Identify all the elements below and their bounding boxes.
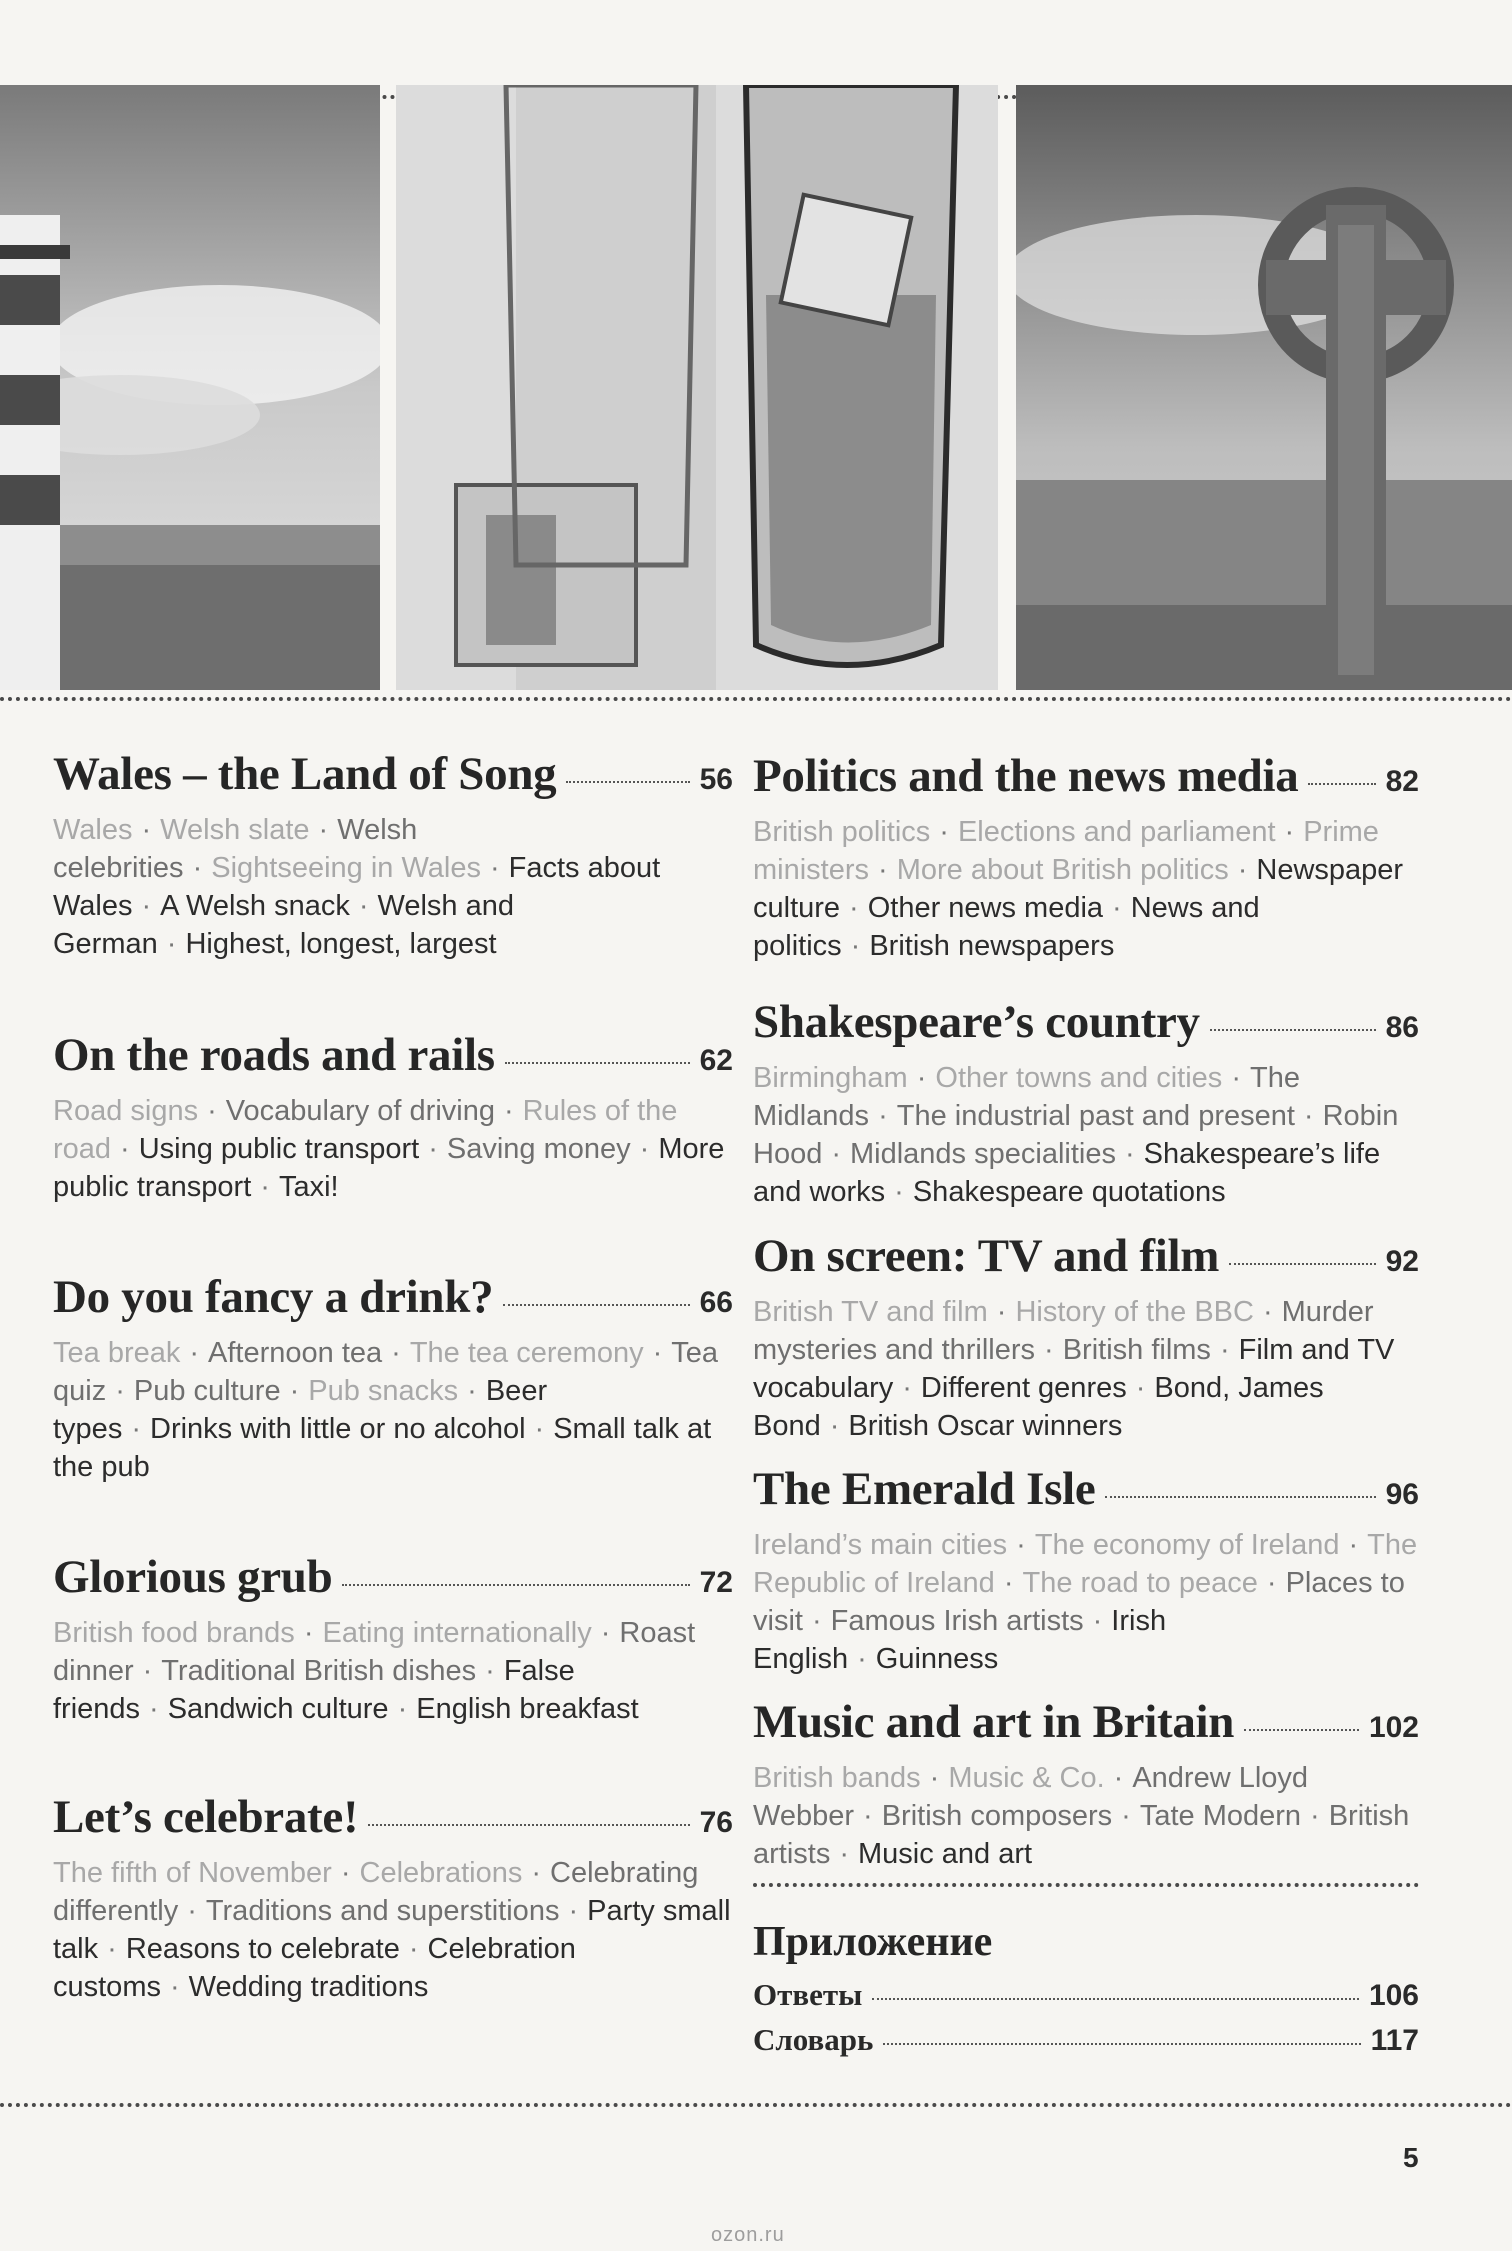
topic-separator: · [169, 1971, 180, 2003]
topic-item: Newspaper culture [753, 854, 1404, 924]
topic-item: More public transport [53, 1133, 725, 1203]
topic-item: Different genres [920, 1372, 1127, 1404]
section-title: The Emerald Isle [753, 1463, 1096, 1515]
page-number-ref: 72 [699, 1566, 733, 1599]
section-title: On the roads and rails [53, 1029, 495, 1081]
topic-separator: · [485, 1655, 495, 1687]
topic-item: The road to peace [1022, 1567, 1258, 1599]
topic-item: Other towns and cities [935, 1062, 1223, 1094]
topic-separator: · [1121, 1800, 1131, 1832]
topic-item: Sightseeing in Wales [211, 852, 481, 884]
topic-item: British Oscar winners [848, 1410, 1123, 1442]
topic-item: The fifth of November [53, 1857, 332, 1889]
topic-separator: · [189, 1337, 200, 1369]
topic-item: Vocabulary of driving [225, 1095, 495, 1127]
topic-item: Using public transport [138, 1133, 420, 1165]
topic-item: English breakfast [416, 1693, 639, 1725]
topic-item: Famous Irish artists [830, 1605, 1084, 1637]
appendix-item-label: Ответы [753, 1977, 863, 2012]
topic-item: Ireland’s main cities [753, 1529, 1008, 1561]
topic-item: Other news media [867, 892, 1104, 924]
page-number-ref: 76 [699, 1806, 733, 1839]
topic-item: Drinks with little or no alcohol [150, 1413, 526, 1445]
dot-leader [883, 2043, 1360, 2045]
topic-item: Midlands specialities [850, 1138, 1116, 1170]
dot-leader [1229, 1263, 1376, 1265]
topic-item: Music and art [858, 1838, 1033, 1870]
topic-item: The tea ceremony [409, 1337, 644, 1369]
topic-separator: · [115, 1375, 125, 1407]
topic-item: Film and TV vocabulary [753, 1334, 1395, 1404]
section-title: Music and art in Britain [753, 1696, 1235, 1748]
toc-section-drink [53, 1270, 733, 1486]
topic-item: Welsh and German [53, 890, 515, 960]
topic-item: Tea break [53, 1337, 181, 1369]
topic-item: Welsh celebrities [53, 814, 418, 884]
watermark: ozon.ru [711, 2224, 785, 2246]
topic-item: Sandwich culture [167, 1693, 389, 1725]
toc-section-wales [53, 747, 733, 963]
appendix-dotted-rule [753, 1883, 1419, 1887]
topic-separator: · [141, 814, 152, 846]
topic-separator: · [192, 852, 203, 884]
topic-item: Welsh slate [160, 814, 310, 846]
topic-item: British newspapers [869, 930, 1115, 962]
section-title: Politics and the news media [753, 750, 1299, 802]
topic-separator: · [489, 852, 500, 884]
topic-separator: · [467, 1375, 477, 1407]
topic-item: British food brands [53, 1617, 295, 1649]
topic-item: False friends [53, 1655, 575, 1725]
topic-separator: · [149, 1693, 159, 1725]
dot-leader [1308, 783, 1375, 785]
toc-section-grub [53, 1550, 733, 1728]
topic-separator: · [358, 890, 369, 922]
topic-separator: · [1310, 1800, 1320, 1832]
toc-section-roads [53, 1028, 733, 1206]
topic-item: The industrial past and present [896, 1100, 1295, 1132]
lighthouse-photo [0, 85, 380, 690]
dot-leader [1105, 1496, 1375, 1498]
topic-separator: · [996, 1296, 1007, 1328]
topic-item: Facts about Wales [53, 852, 661, 922]
dot-leader [1210, 1029, 1376, 1031]
topic-item: Tate Modern [1139, 1800, 1302, 1832]
topic-separator: · [939, 816, 949, 848]
topic-separator: · [1016, 1529, 1026, 1561]
topic-separator: · [831, 1138, 841, 1170]
topic-item: Celebrations [359, 1857, 523, 1889]
topic-item: The Midlands [753, 1062, 1300, 1132]
topic-separator: · [260, 1171, 270, 1203]
page-number-ref: 86 [1385, 1011, 1419, 1044]
section-title: On screen: TV and film [753, 1230, 1220, 1282]
topic-separator: · [408, 1933, 419, 1965]
topic-item: Shakespeare’s life and works [753, 1138, 1381, 1208]
topic-item: News and politics [753, 892, 1260, 962]
page-number-ref: 82 [1385, 765, 1419, 798]
topic-separator: · [391, 1337, 401, 1369]
topic-item: Shakespeare quotations [912, 1176, 1226, 1208]
topic-list [753, 1526, 1419, 1678]
topic-separator: · [1262, 1296, 1273, 1328]
topic-item: Places to visit [753, 1567, 1405, 1637]
topic-item: Bond, James Bond [753, 1372, 1324, 1442]
topic-item: Beer types [53, 1375, 548, 1445]
topic-separator: · [107, 1933, 117, 1965]
topic-separator: · [839, 1838, 850, 1870]
topic-list [53, 1092, 733, 1206]
topic-item: British bands [753, 1762, 921, 1794]
topic-separator: · [811, 1605, 822, 1637]
topic-item: Pub culture [133, 1375, 281, 1407]
topic-item: Tea quiz [53, 1337, 719, 1407]
topic-separator: · [1113, 1762, 1124, 1794]
topic-separator: · [340, 1857, 351, 1889]
topic-separator: · [318, 814, 329, 846]
page-number-ref: 92 [1385, 1245, 1419, 1278]
topic-separator: · [878, 854, 888, 886]
topic-separator: · [534, 1413, 545, 1445]
topic-separator: · [1231, 1062, 1241, 1094]
topic-list [53, 811, 733, 963]
topic-item: Robin Hood [753, 1100, 1399, 1170]
topic-item: Birmingham [753, 1062, 908, 1094]
toc-section-screen [753, 1229, 1419, 1445]
topic-separator: · [863, 1800, 873, 1832]
topic-item: A Welsh snack [160, 890, 350, 922]
topic-separator: · [600, 1617, 611, 1649]
topic-separator: · [289, 1375, 300, 1407]
topic-item: Eating internationally [322, 1617, 592, 1649]
topic-item: Taxi! [278, 1171, 339, 1203]
dot-leader [505, 1062, 690, 1064]
section-title: Glorious grub [53, 1551, 333, 1603]
topic-separator: · [303, 1617, 314, 1649]
topic-separator: · [1003, 1567, 1014, 1599]
topic-item: Rules of the road [53, 1095, 678, 1165]
appendix-item-answers [753, 1977, 1419, 2013]
page-number-ref: 62 [699, 1044, 733, 1077]
appendix-item-dictionary [753, 2022, 1419, 2058]
toc-section-music [753, 1695, 1419, 1873]
topic-separator: · [878, 1100, 888, 1132]
topic-list [53, 1854, 733, 2006]
footer-dotted-rule [0, 2103, 1512, 2107]
topic-separator: · [829, 1410, 840, 1442]
topic-item: Road signs [53, 1095, 199, 1127]
topic-separator: · [1237, 854, 1248, 886]
topic-separator: · [207, 1095, 217, 1127]
topic-list [753, 1293, 1419, 1445]
page-number-ref: 106 [1368, 1979, 1419, 2012]
topic-item: Guinness [875, 1643, 999, 1675]
topic-separator: · [503, 1095, 514, 1127]
topic-separator: · [1284, 816, 1295, 848]
topic-list [53, 1334, 733, 1486]
topic-separator: · [187, 1895, 197, 1927]
section-title: Let’s celebrate! [53, 1791, 359, 1843]
topic-item: British composers [881, 1800, 1113, 1832]
topic-separator: · [849, 892, 859, 924]
topic-separator: · [1124, 1138, 1135, 1170]
dot-leader [503, 1304, 689, 1306]
topic-separator: · [166, 928, 177, 960]
topic-item: Highest, longest, largest [185, 928, 497, 960]
topic-list [53, 1614, 733, 1728]
topic-separator: · [1266, 1567, 1277, 1599]
topic-item: Murder mysteries and thrillers [753, 1296, 1374, 1366]
topic-separator: · [142, 1655, 153, 1687]
topic-item: Small talk at the pub [53, 1413, 712, 1483]
topic-item: British TV and film [753, 1296, 988, 1328]
page-number-ref: 56 [699, 763, 733, 796]
topic-item: Wales [53, 814, 133, 846]
topic-separator: · [857, 1643, 867, 1675]
topic-item: British politics [753, 816, 931, 848]
photo-bottom-dotted-rule [0, 697, 1512, 701]
page-number-ref: 66 [699, 1286, 733, 1319]
whisky-glass-photo [396, 85, 998, 690]
topic-item: Reasons to celebrate [125, 1933, 400, 1965]
topic-separator: · [1219, 1334, 1230, 1366]
topic-item: Prime ministers [753, 816, 1379, 886]
topic-list [753, 1059, 1419, 1211]
topic-item: Andrew Lloyd Webber [753, 1762, 1309, 1832]
topic-separator: · [929, 1762, 940, 1794]
topic-item: Traditions and superstitions [205, 1895, 560, 1927]
topic-separator: · [902, 1372, 912, 1404]
page-number-ref: 96 [1385, 1478, 1419, 1511]
topic-item: More about British politics [896, 854, 1229, 886]
topic-item: Irish English [753, 1605, 1167, 1675]
toc-section-celebrate [53, 1790, 733, 2006]
topic-separator: · [131, 1413, 141, 1445]
topic-item: Afternoon tea [208, 1337, 383, 1369]
topic-item: Music & Co. [948, 1762, 1105, 1794]
toc-section-politics [753, 749, 1419, 965]
topic-list [753, 1759, 1419, 1873]
topic-separator: · [1112, 892, 1122, 924]
dot-leader [1244, 1729, 1359, 1731]
topic-separator: · [894, 1176, 904, 1208]
topic-separator: · [1303, 1100, 1314, 1132]
toc-section-shakespeare [753, 995, 1419, 1211]
topic-separator: · [428, 1133, 438, 1165]
topic-separator: · [1135, 1372, 1146, 1404]
celtic-cross-photo [1016, 85, 1512, 690]
dot-leader [566, 781, 689, 783]
topic-item: History of the BBC [1015, 1296, 1254, 1328]
toc-section-emerald [753, 1462, 1419, 1678]
topic-item: Pub snacks [308, 1375, 459, 1407]
topic-separator: · [531, 1857, 542, 1889]
topic-separator: · [916, 1062, 927, 1094]
dot-leader [368, 1824, 689, 1826]
appendix-title: Приложение [753, 1919, 993, 1965]
topic-item: Roast dinner [53, 1617, 696, 1687]
topic-separator: · [397, 1693, 408, 1725]
page-number-ref: 102 [1368, 1711, 1419, 1744]
topic-separator: · [1044, 1334, 1054, 1366]
topic-separator: · [141, 890, 152, 922]
topic-item: Celebration customs [53, 1933, 576, 2003]
topic-separator: · [652, 1337, 663, 1369]
topic-separator: · [1348, 1529, 1359, 1561]
topic-list [753, 813, 1419, 965]
topic-item: Elections and parliament [957, 816, 1276, 848]
topic-item: Party small talk [53, 1895, 731, 1965]
page-number-ref: 117 [1370, 2024, 1419, 2057]
topic-item: The economy of Ireland [1034, 1529, 1340, 1561]
section-title: Wales – the Land of Song [53, 748, 557, 800]
topic-separator: · [639, 1133, 650, 1165]
appendix-item-label: Словарь [753, 2022, 874, 2057]
topic-item: Wedding traditions [188, 1971, 429, 2003]
topic-item: British films [1062, 1334, 1211, 1366]
topic-item: Traditional British dishes [161, 1655, 477, 1687]
topic-item: British artists [753, 1800, 1410, 1870]
section-title: Shakespeare’s country [753, 996, 1200, 1048]
topic-item: Celebrating differently [53, 1857, 699, 1927]
topic-separator: · [568, 1895, 579, 1927]
topic-separator: · [850, 930, 861, 962]
topic-separator: · [1092, 1605, 1103, 1637]
topic-item: Saving money [446, 1133, 631, 1165]
dot-leader [342, 1584, 689, 1586]
page-number: 5 [1403, 2142, 1419, 2173]
dot-leader [872, 1998, 1359, 2000]
section-title: Do you fancy a drink? [53, 1271, 494, 1323]
topic-item: The Republic of Ireland [753, 1529, 1418, 1599]
topic-separator: · [120, 1133, 130, 1165]
